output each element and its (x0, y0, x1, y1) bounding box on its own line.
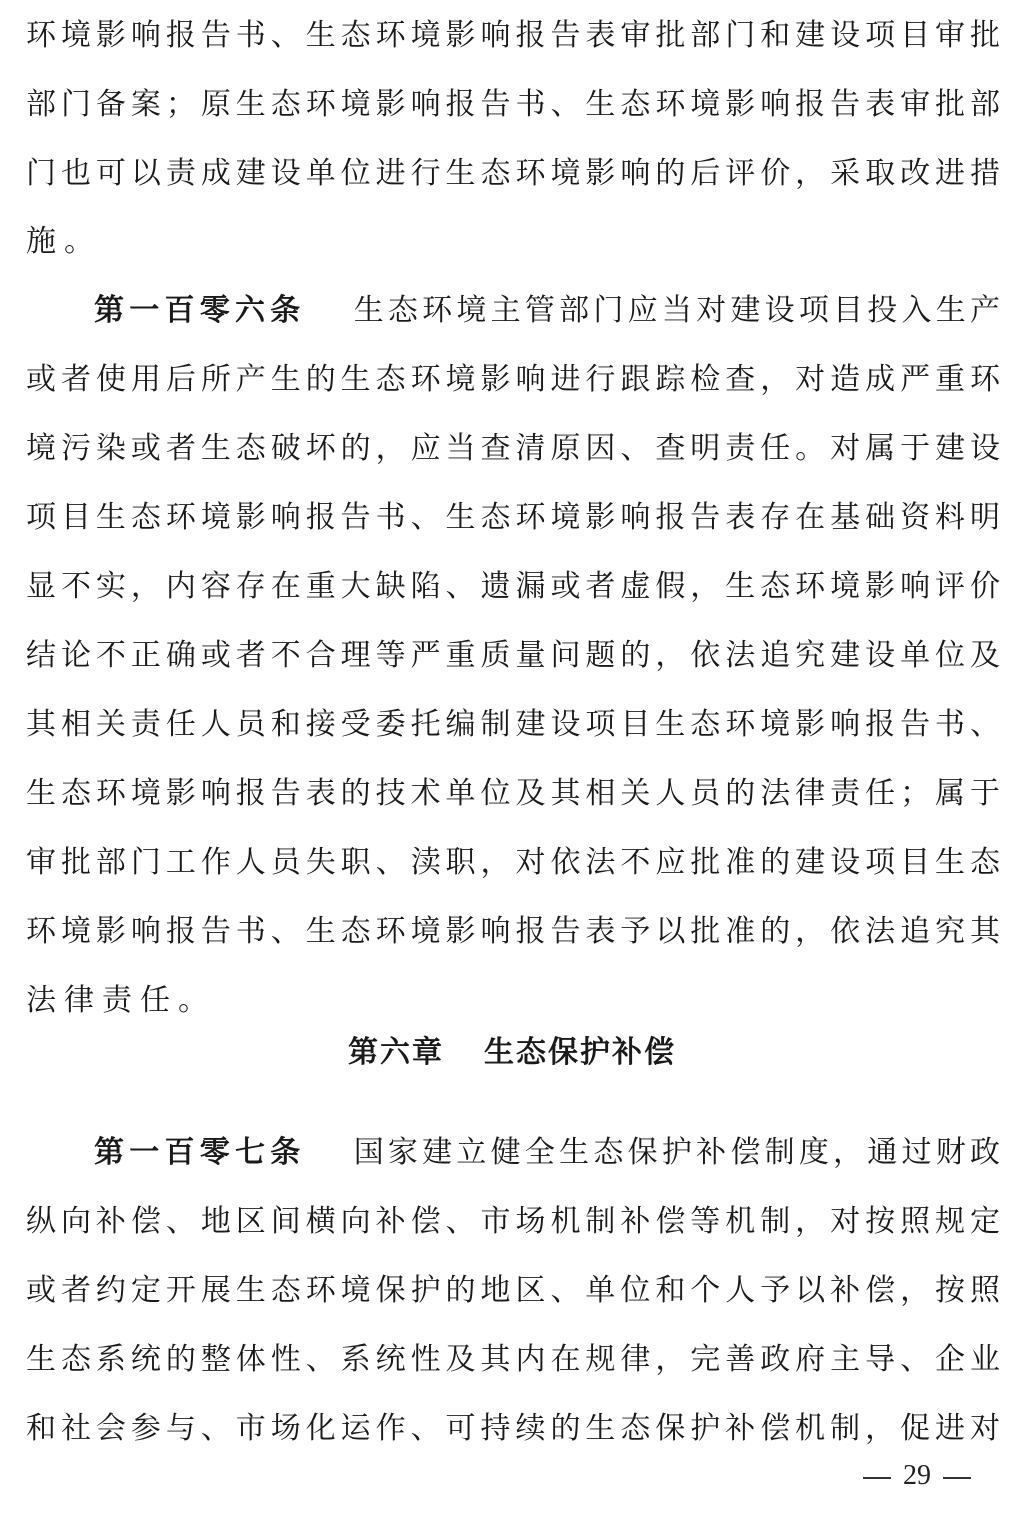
paragraph-line: 生态环境影响报告表的技术单位及其相关人员的法律责任；属于 (26, 776, 1000, 811)
paragraph-line: 项目生态环境影响报告书、生态环境影响报告表存在基础资料明 (26, 500, 1000, 535)
paragraph-line: 其相关责任人员和接受委托编制建设项目生态环境影响报告书、 (26, 707, 1000, 742)
dash-decoration (943, 1477, 971, 1479)
dash-decoration (863, 1477, 891, 1479)
chapter-title: 生态保护补偿 (484, 1035, 676, 1070)
paragraph-line: 显不实，内容存在重大缺陷、遗漏或者虚假，生态环境影响评价 (26, 569, 1000, 604)
paragraph-line: 生态系统的整体性、系统性及其内在规律，完善政府主导、企业 (26, 1342, 1000, 1377)
article-106-number: 第一百零六条 (94, 293, 306, 328)
paragraph-line: 或者约定开展生态环境保护的地区、单位和个人予以补偿，按照 (26, 1273, 1000, 1308)
page-footer (842, 1456, 992, 1496)
paragraph-line: 纵向补偿、地区间横向补偿、市场机制补偿等机制，对按照规定 (26, 1204, 1000, 1239)
paragraph-line: 法律责任。 (26, 983, 216, 1018)
article-106-first-line (94, 289, 1000, 333)
paragraph-line: 和社会参与、市场化运作、可持续的生态保护补偿机制，促进对 (26, 1411, 1000, 1446)
paragraph-line: 环境影响报告书、生态环境影响报告表审批部门和建设项目审批 (26, 18, 1000, 53)
paragraph-line: 施。 (26, 224, 102, 259)
article-107-number: 第一百零七条 (94, 1135, 306, 1170)
chapter-heading (0, 1031, 1024, 1075)
paragraph-line: 门也可以责成建设单位进行生态环境影响的后评价，采取改进措 (26, 156, 1000, 191)
article-106-text: 生态环境主管部门应当对建设项目投入生产 (349, 293, 1001, 328)
paragraph-line: 或者使用后所产生的生态环境影响进行跟踪检查，对造成严重环 (26, 362, 1000, 397)
article-107-first-line (94, 1131, 1000, 1175)
paragraph-line: 环境影响报告书、生态环境影响报告表予以批准的，依法追究其 (26, 914, 1000, 949)
paragraph-line: 境污染或者生态破坏的，应当查清原因、查明责任。对属于建设 (26, 431, 1000, 466)
page-number: 29 (903, 1460, 931, 1491)
paragraph-line: 审批部门工作人员失职、渎职，对依法不应批准的建设项目生态 (26, 845, 1000, 880)
paragraph-line: 结论不正确或者不合理等严重质量问题的，依法追究建设单位及 (26, 638, 1000, 673)
chapter-number: 第六章 (348, 1035, 444, 1070)
article-107-text: 国家建立健全生态保护补偿制度，通过财政 (349, 1135, 1001, 1170)
paragraph-line: 部门备案；原生态环境影响报告书、生态环境影响报告表审批部 (26, 87, 1000, 122)
